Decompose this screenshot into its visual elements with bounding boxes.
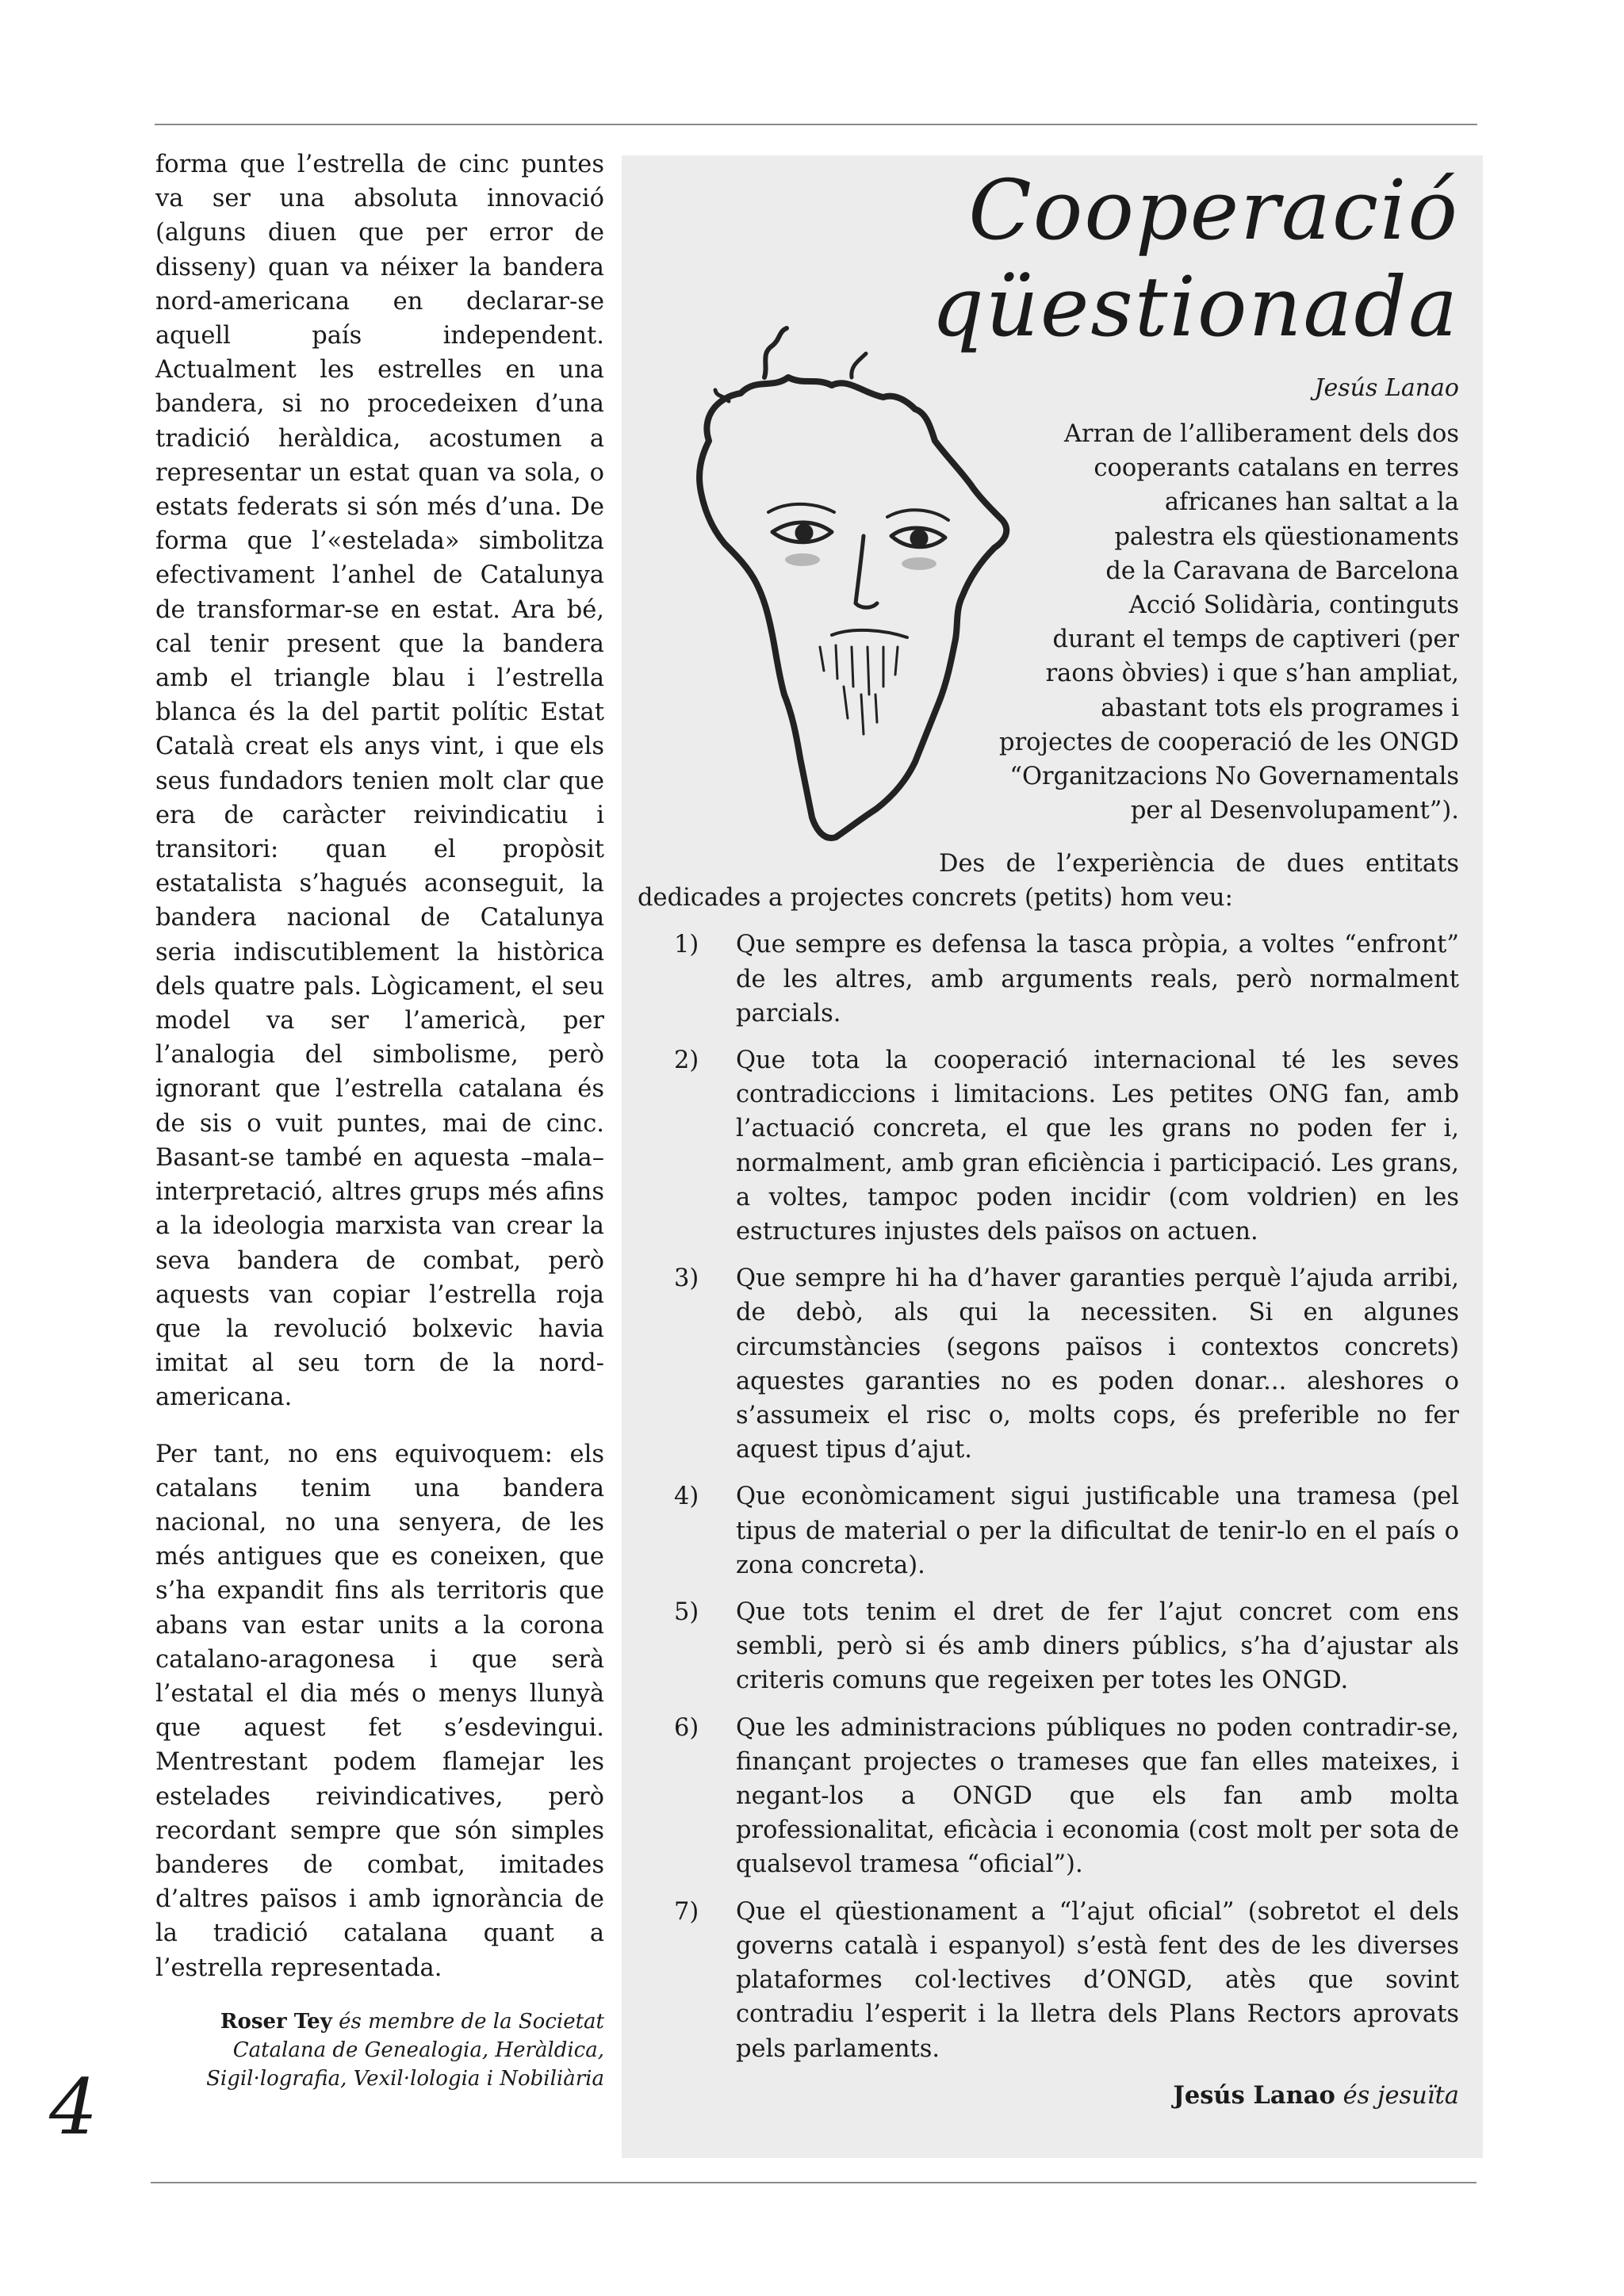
- item-text: Que les administracions públiques no poden contradir-se, finançant projectes o trameses que fan elles mateixes, i negant-los a ONGD que els fan amb molta professionalitat, eficàcia i economia (cost molt per sota de qualsevol tramesa “oficial”).: [736, 1713, 1459, 1879]
- intro-line: Arran de l’alliberament dels dos: [1064, 420, 1459, 448]
- signature-name: Jesús Lanao: [1173, 2080, 1335, 2110]
- list-item: [638, 1261, 1459, 1467]
- list-item: [638, 1895, 1459, 2066]
- item-text: Que sempre hi ha d’haver garanties perquè l’ajuda arribi, de debò, als qui la necessiten. Si en algunes circumstàncies (segons països i contextos concrets) aquestes garanties no es poden donar... aleshores o s’assumeix el risc o, molts cops, és preferible no fer aquest tipus d’ajut.: [736, 1265, 1459, 1464]
- intro-line: “Organitzacions No Governamentals: [1009, 763, 1459, 791]
- item-number: 2): [674, 1047, 699, 1075]
- intro-line: projectes de cooperació de les ONGD: [999, 728, 1459, 756]
- bottom-rule: [151, 2182, 1477, 2183]
- list-item: [638, 1711, 1459, 1882]
- item-number: 1): [674, 931, 699, 959]
- article-intro: [622, 417, 1459, 828]
- bio-text: és membre de la Societat Catalana de Genealogia, Heràldica, Sigil·lografia, Vexil·lologia i Nobiliària: [206, 2009, 604, 2091]
- item-text: Que sempre es defensa la tasca pròpia, a voltes “enfront” de les altres, amb arguments reals, però normalment parcials.: [736, 931, 1459, 1027]
- intro-line: africanes han saltat a la: [1164, 488, 1459, 517]
- item-number: 4): [674, 1483, 699, 1511]
- title-line-1: Cooperació: [968, 162, 1459, 258]
- left-paragraph-2: Per tant, no ens equivoquem: els catalans tenim una bandera nacional, no una senyera, de les més antigues que es coneixen, que s’ha expandit fins als territoris que abans van estar units a la corona catalano-aragonesa i que serà l’estatal el dia més o menys llunyà que aquest fet s’esdevingui. Mentrestant podem flamejar les estelades reivindicatives, però recordant sempre que són simples banderes de combat, imitades d’altres països i amb ignorància de la tradició catalana quant a l’estrella representada.: [155, 1440, 604, 1982]
- list-item: [638, 928, 1459, 1031]
- page-number: 4: [49, 2063, 98, 2152]
- item-text: Que tots tenim el dret de fer l’ajut concret com ens sembli, però si és amb diners públics, s’ha d’ajustar als criteris comuns que regeixen per totes les ONGD.: [736, 1598, 1459, 1695]
- intro-line: per al Desenvolupament”).: [1130, 797, 1459, 825]
- list-item: [638, 1479, 1459, 1582]
- article-panel: [622, 155, 1483, 2158]
- intro-line: palestra els qüestionaments: [1114, 522, 1459, 551]
- intro-line: durant el temps de captiveri (per: [1052, 626, 1459, 654]
- article-byline: Jesús Lanao: [1314, 374, 1459, 402]
- signature-text: és jesuïta: [1342, 2081, 1459, 2110]
- list-item: [638, 1043, 1459, 1249]
- item-text: Que tota la cooperació internacional té les seves contradiccions i limitacions. Les petites ONG fan, amb l’actuació concreta, el que les grans no poden fer i, normalment, amb gran eficiència i participació. Les grans, a voltes, tampoc poden incidir (com voldrien) en les estructures injustes dels països on actuen.: [736, 1047, 1459, 1246]
- intro-line: Acció Solidària, continguts: [1128, 591, 1459, 620]
- item-number: 7): [674, 1897, 699, 1926]
- intro-line: abastant tots els programes i: [1101, 694, 1459, 722]
- article-body: [638, 847, 1459, 2113]
- item-number: 5): [674, 1598, 699, 1627]
- item-text: Que el qüestionament a “l’ajut oficial” (sobretot el dels governs català i espanyol) s’està fent des de les diverses plataformes col·lectives d’ONGD, atès que sovint contradiu l’esperit i la lletra dels Plans Rectors aprovats pels parlaments.: [736, 1897, 1459, 2063]
- item-number: 3): [674, 1265, 699, 1293]
- intro-line: raons òbvies) i que s’han ampliat,: [1045, 660, 1459, 688]
- points-list: [638, 928, 1459, 2065]
- left-paragraph-1: forma que l’estrella de cinc puntes va ser una absoluta innovació (alguns diuen que per error de disseny) quan va néixer la bandera nord-americana en declarar-se aquell país independent. Actualment les estrelles en una bandera, si no procedeixen d’una tradició heràldica, acostumen a representar un estat quan va sola, o estats federats si són més d’una. De forma que l’«estelada» simbolitza efectivament l’anhel de Catalunya de transformar-se en estat. Ara bé, cal tenir present que la bandera amb el triangle blau i l’estrella blanca és la del partit polític Estat Català creat els anys vint, i que els seus fundadors tenien molt clar que era de caràcter reivindicatiu i transitori: quan el propòsit estatalista s’hagués aconseguit, la bandera nacional de Catalunya seria indiscutiblement la històrica dels quatre pals. Lògicament, el seu model va ser l’americà, per l’analogia del simbolisme, però ignorant que l’estrella catalana és de sis o vuit puntes, mai de cinc. Basant-se també en aquesta –mala– interpretació, altres grups més afins a la ideologia marxista van crear la seva bandera de combat, però aquests van copiar l’estrella roja que la revolució bolxevic havia imitat al seu torn de la nord-americana.: [155, 151, 604, 1412]
- item-text: Que econòmicament sigui justificable una tramesa (pel tipus de material o per la dificultat de tenir-lo en el país o zona concreta).: [736, 1483, 1459, 1579]
- author-bio: [155, 2007, 604, 2093]
- list-item: [638, 1595, 1459, 1698]
- item-number: 6): [674, 1713, 699, 1742]
- left-column: [155, 147, 604, 2093]
- top-rule: [155, 124, 1477, 125]
- intro-line: cooperants catalans en terres: [1094, 454, 1459, 483]
- title-line-2: qüestionada: [931, 258, 1459, 355]
- lead-paragraph: Des de l’experiència de dues entitats dedicades a projectes concrets (petits) hom veu:: [638, 850, 1459, 913]
- article-signature: [638, 2079, 1459, 2113]
- intro-line: de la Caravana de Barcelona: [1105, 557, 1459, 585]
- article-title: [931, 162, 1459, 355]
- bio-name: Roser Tey: [220, 2009, 332, 2034]
